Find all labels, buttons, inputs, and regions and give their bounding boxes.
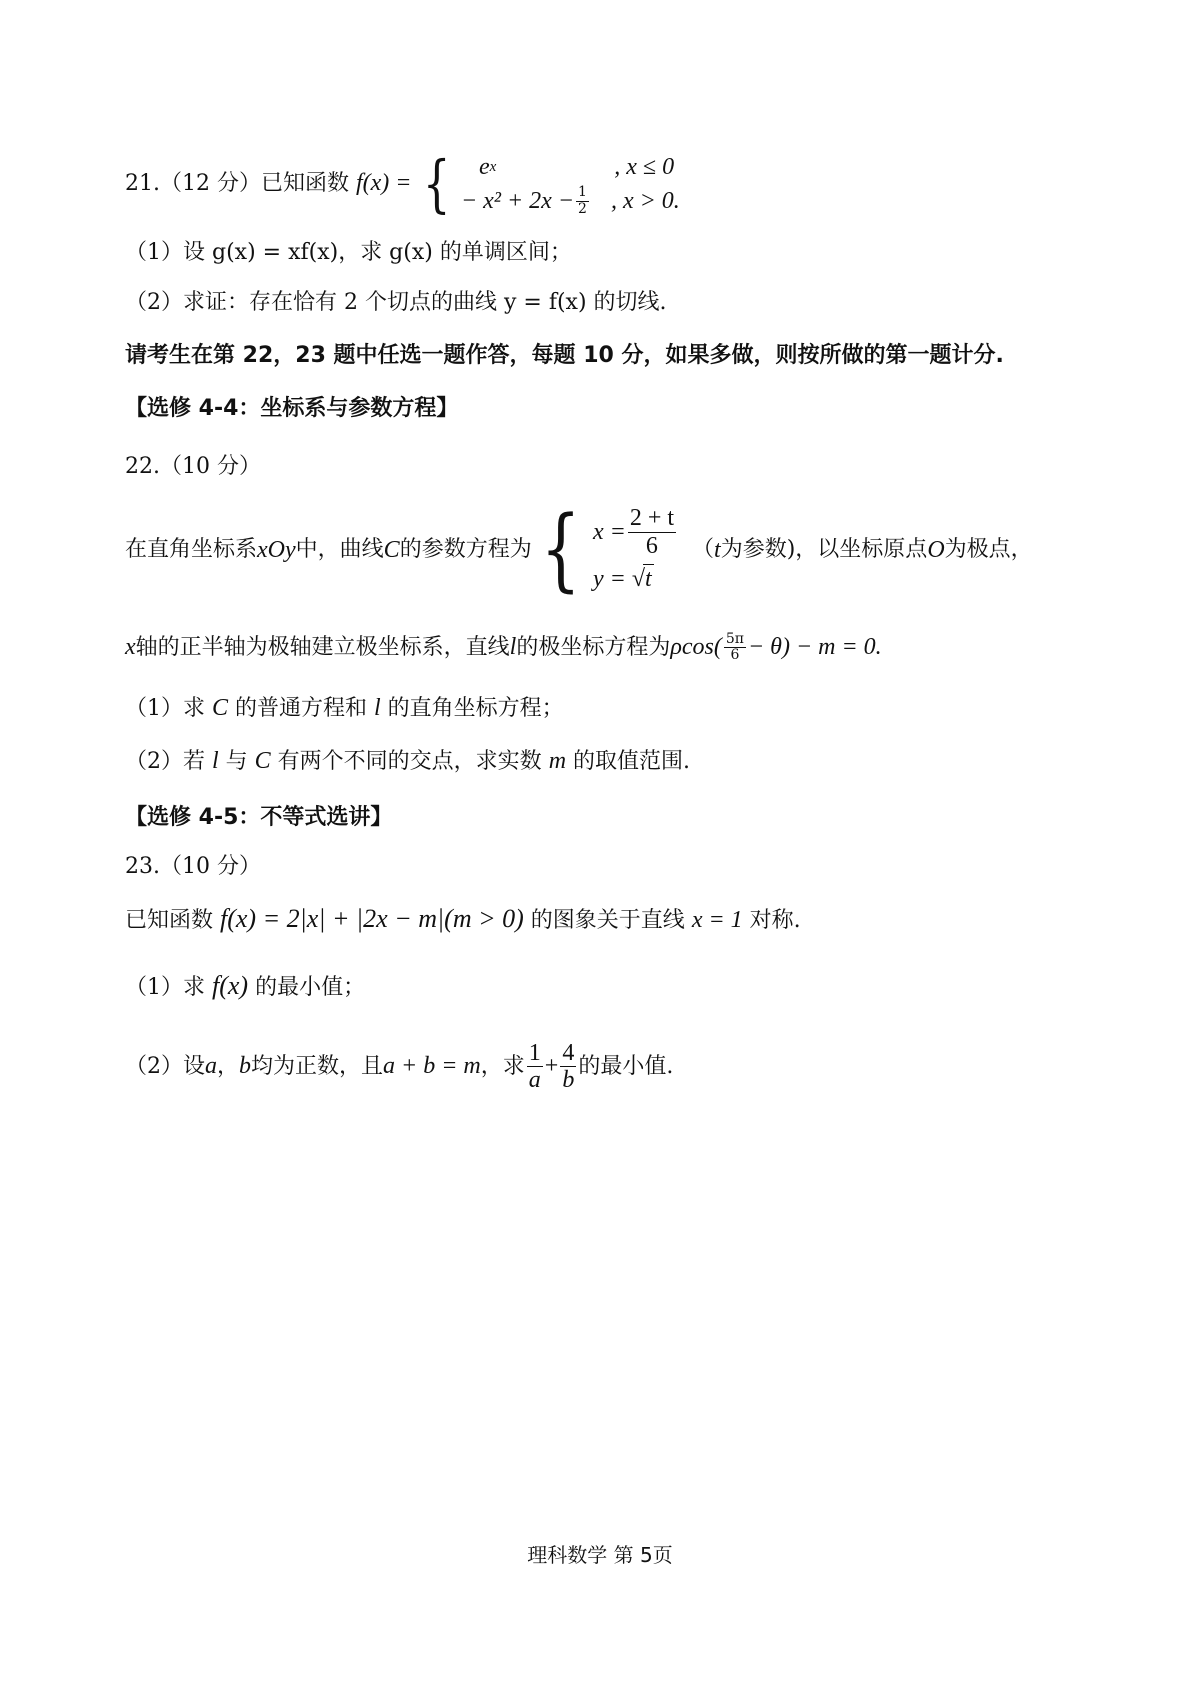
q22-line-2 xyxy=(125,632,882,664)
q22-p1-a: （1）求 xyxy=(125,696,212,721)
page-footer: 理科数学 第 5页 xyxy=(527,1543,673,1567)
q21-frac-num: 1 xyxy=(578,184,587,201)
q23-p2-a: （2）设 xyxy=(125,1053,205,1079)
q22-curve-c: C xyxy=(383,536,400,563)
q22-eq2-rad: t xyxy=(645,566,652,593)
q23-frac-1 xyxy=(527,1040,543,1094)
q22-origin-o: O xyxy=(927,536,945,563)
q22-p2-a: （2）若 xyxy=(125,749,212,774)
q22-intro-g: 为极点， xyxy=(944,536,1033,562)
q22-p2-c: C xyxy=(254,748,271,774)
q22-eq1-frac xyxy=(628,505,676,559)
q22-eq-x xyxy=(593,503,678,561)
q21-part-1: （1）设 g(x) = xf(x)，求 g(x) 的单调区间； xyxy=(125,240,572,265)
q22-polar-frac-den: 6 xyxy=(730,647,740,664)
q23-var-a: a xyxy=(205,1053,217,1080)
q21-part-2: （2）求证：存在恰有 2 个切点的曲线 y = f(x) 的切线. xyxy=(125,290,667,315)
q22-intro-b: 中，曲线 xyxy=(295,536,384,562)
q23-intro-c: 对称. xyxy=(742,908,801,933)
q22-polar-frac-num: 5π xyxy=(725,631,744,647)
q22-p1-b: 的普通方程和 xyxy=(228,696,375,721)
q22-p2-d: 有两个不同的交点，求实数 xyxy=(270,749,549,774)
q22-line2-b: 的极坐标方程为 xyxy=(516,634,671,660)
q22-xoy: xOy xyxy=(257,536,296,563)
q22-polar-frac xyxy=(724,632,746,664)
q21-case-2 xyxy=(461,184,680,218)
q21-statement xyxy=(125,147,680,220)
q22-eq1-lhs: x = xyxy=(592,518,626,545)
q22-p1-c: C xyxy=(212,695,229,721)
q22-intro-f: 为参数)，以坐标原点 xyxy=(720,536,928,562)
q23-p2-d: ，求 xyxy=(480,1053,525,1079)
q23-p2-eq: a + b = m xyxy=(383,1053,481,1080)
q23-frac1-den: a xyxy=(528,1067,541,1094)
q23-intro xyxy=(125,903,801,935)
q22-intro-d: 的参数方程为 xyxy=(399,536,532,562)
q23-p1-eq: f(x) xyxy=(212,971,249,1000)
q23-p2-c: 均为正数，且 xyxy=(251,1053,384,1079)
q22-intro xyxy=(125,497,1033,602)
q23-function-eq: f(x) = 2|x| + |2x − m|(m > 0) xyxy=(220,904,524,933)
q21-brace: { xyxy=(423,147,452,220)
q22-eq2-lhs: y = √ xyxy=(592,565,645,592)
q22-header: 22.（10 分） xyxy=(125,454,261,479)
q22-p2-b: 与 xyxy=(218,749,255,774)
q22-line2-a: 轴的正半轴为极轴建立极坐标系，直线 xyxy=(135,634,510,660)
q23-p1-a: （1）求 xyxy=(125,975,212,1000)
q22-p2-m: m xyxy=(548,748,567,774)
q23-symmetry-line: x = 1 xyxy=(691,907,743,933)
q22-section-title: 【选修 4-4：坐标系与参数方程】 xyxy=(125,396,459,421)
q22-p2-e: 的取值范围. xyxy=(566,749,691,774)
q22-polar-eq-b: − θ) − m = 0. xyxy=(747,634,882,661)
q21-case1-expr: e xyxy=(478,153,490,180)
q22-part-2 xyxy=(125,747,690,776)
q23-section-title: 【选修 4-5：不等式选讲】 xyxy=(125,805,393,830)
q22-line-l: l xyxy=(509,634,517,661)
q21-frac-den: 2 xyxy=(578,200,587,217)
q22-intro-e: （ xyxy=(692,536,715,562)
q23-plus: + xyxy=(544,1053,559,1080)
q23-part-2 xyxy=(125,1040,673,1094)
q23-frac2-num: 4 xyxy=(562,1040,575,1066)
q22-eq1-num: 2 + t xyxy=(629,505,675,532)
q21-case-1 xyxy=(461,150,680,184)
q23-header: 23.（10 分） xyxy=(125,854,261,879)
q23-var-b: b xyxy=(239,1053,252,1080)
q22-p2-l: l xyxy=(212,748,219,774)
q22-p1-l: l xyxy=(374,695,381,721)
q22-intro-a: 在直角坐标系 xyxy=(125,536,258,562)
q21-prefix: 21.（12 分）已知函数 xyxy=(125,171,349,196)
q22-param-eq xyxy=(532,497,678,602)
q21-case1-sup: x xyxy=(489,159,497,175)
q23-intro-a: 已知函数 xyxy=(125,908,220,933)
q21-case2-expr: − x² + 2x − xyxy=(460,187,575,214)
q21-case1-cond: , x ≤ 0 xyxy=(614,153,675,180)
q21-function-label: f(x) = xyxy=(355,170,418,196)
q22-p1-c2: 的直角坐标方程； xyxy=(380,696,564,721)
instruction: 请考生在第 22，23 题中任选一题作答，每题 10 分，如果多做，则按所做的第一题计分. xyxy=(125,343,1004,368)
q22-t: t xyxy=(714,536,721,563)
q22-brace: { xyxy=(540,497,581,602)
q23-p2-b: ， xyxy=(217,1053,240,1079)
q23-p1-b: 的最小值； xyxy=(248,975,366,1000)
q22-eq-y xyxy=(593,561,678,597)
q21-piecewise xyxy=(417,147,680,220)
q21-case2-frac xyxy=(576,185,589,217)
q23-frac1-num: 1 xyxy=(528,1040,541,1066)
q22-eq1-den: 6 xyxy=(645,532,658,559)
q23-frac2-den: b xyxy=(562,1067,575,1094)
q23-part-1 xyxy=(125,970,365,1001)
q23-intro-b: 的图象关于直线 xyxy=(523,908,692,933)
q22-part-1 xyxy=(125,694,564,723)
q23-frac-2 xyxy=(560,1040,576,1094)
q23-p2-e: 的最小值. xyxy=(578,1053,674,1079)
q21-case2-cond: , x > 0. xyxy=(610,187,680,214)
q22-polar-eq-a: ρcos( xyxy=(670,634,722,661)
q22-x-axis: x xyxy=(125,634,136,661)
